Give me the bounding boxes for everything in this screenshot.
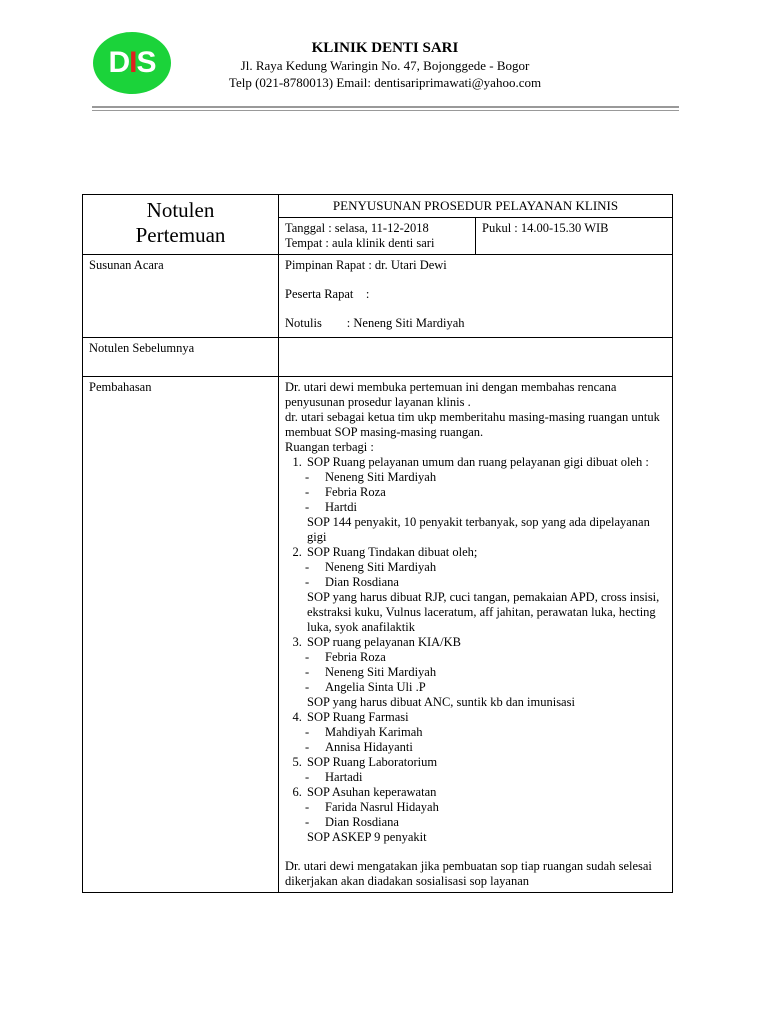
meeting-topic: PENYUSUNAN PROSEDUR PELAYANAN KLINIS — [279, 195, 673, 218]
pembahasan-label: Pembahasan — [83, 376, 279, 892]
discussion-intro-1: Dr. utari dewi membuka pertemuan ini dengan membahas rencana penyusunan prosedur layanan klinis . — [285, 379, 617, 409]
sop-title: 6. SOP Asuhan keperawatan — [307, 784, 437, 799]
clinic-name: KLINIK DENTI SARI — [311, 40, 459, 56]
sop-item — [305, 545, 666, 635]
sop-member: - Hartdi — [325, 500, 666, 515]
clinic-address: Jl. Raya Kedung Waringin No. 47, Bojonggede - Bogor — [240, 58, 530, 73]
sop-note: SOP ASKEP 9 penyakit — [307, 829, 427, 844]
sop-members — [307, 800, 666, 830]
sop-member: - Annisa Hidayanti — [325, 740, 666, 755]
sop-title: 1. SOP Ruang pelayanan umum dan ruang pelayanan gigi dibuat oleh : — [307, 454, 649, 469]
sop-member: - Dian Rosdiana — [325, 575, 666, 590]
header-rule-thin — [92, 110, 679, 111]
sop-item — [305, 455, 666, 545]
clinic-logo — [93, 32, 171, 94]
sop-member: - Hartadi — [325, 770, 666, 785]
date-place-cell — [279, 217, 476, 254]
sebelumnya-row — [83, 337, 673, 376]
susunan-acara-content — [279, 254, 673, 337]
sop-member: - Neneng Siti Mardiyah — [325, 560, 666, 575]
sop-member: - Neneng Siti Mardiyah — [325, 470, 666, 485]
logo-letter-i: I — [129, 46, 137, 79]
discussion-closing: Dr. utari dewi mengatakan jika pembuatan sop tiap ruangan sudah selesai dikerjakan akan diadakan sosialisasi sop layanan — [285, 858, 652, 888]
discussion-intro-2: dr. utari sebagai ketua tim ukp memberitahu masing-masing ruangan untuk membuat SOP masing-masing ruangan. — [285, 409, 660, 439]
notulen-sebelumnya-label: Notulen Sebelumnya — [83, 337, 279, 376]
sop-item — [305, 635, 666, 710]
logo-text — [108, 48, 155, 78]
sop-note: SOP yang harus dibuat RJP, cuci tangan, pemakaian APD, cross insisi, ekstraksi kuku, Vulnus laceratum, aff jahitan, perawatan luka, hecting luka, syok anafilaktik — [307, 589, 660, 634]
sop-title: 3. SOP ruang pelayanan KIA/KB — [307, 634, 462, 649]
notulen-title — [83, 195, 279, 255]
sop-members — [307, 770, 666, 785]
sop-item — [305, 785, 666, 845]
title-line-1: Notulen — [146, 198, 215, 222]
pembahasan-content — [279, 376, 673, 892]
sop-member: - Neneng Siti Mardiyah — [325, 665, 666, 680]
sop-title: 2. SOP Ruang Tindakan dibuat oleh; — [307, 544, 478, 559]
discussion-intro-3: Ruangan terbagi : — [285, 439, 374, 454]
logo-letter-s: S — [136, 46, 156, 79]
meeting-date: Tanggal : selasa, 11-12-2018 — [285, 220, 429, 235]
title-row — [83, 195, 673, 218]
susunan-row — [83, 254, 673, 337]
notulen-sebelumnya-content — [279, 337, 673, 376]
sop-note: SOP yang harus dibuat ANC, suntik kb dan imunisasi — [307, 694, 575, 709]
sop-member: - Mahdiyah Karimah — [325, 725, 666, 740]
sop-note: SOP 144 penyakit, 10 penyakit terbanyak, sop yang ada dipelayanan gigi — [307, 514, 650, 544]
title-line-2: Pertemuan — [135, 223, 226, 248]
susunan-acara-label: Susunan Acara — [83, 254, 279, 337]
sop-members — [307, 725, 666, 755]
sop-item — [305, 755, 666, 785]
logo-letter-d: D — [108, 46, 130, 79]
sop-member: - Febria Roza — [325, 650, 666, 665]
meeting-leader: Pimpinan Rapat : dr. Utari Dewi — [285, 257, 447, 272]
meeting-note-taker: Notulis : Neneng Siti Mardiyah — [285, 315, 465, 330]
sop-members — [307, 650, 666, 695]
sop-member: - Dian Rosdiana — [325, 815, 666, 830]
sop-members — [307, 470, 666, 515]
sop-members — [307, 560, 666, 590]
sop-member: - Farida Nasrul Hidayah — [325, 800, 666, 815]
sop-item — [305, 710, 666, 755]
sop-title: 4. SOP Ruang Farmasi — [307, 709, 409, 724]
sop-title: 5. SOP Ruang Laboratorium — [307, 754, 438, 769]
sop-member: - Angelia Sinta Uli .P — [325, 680, 666, 695]
meeting-time: Pukul : 14.00-15.30 WIB — [476, 217, 673, 254]
header-rule — [92, 106, 679, 108]
notulen-table — [82, 194, 673, 893]
sop-member: - Febria Roza — [325, 485, 666, 500]
clinic-contact: Telp (021-8780013) Email: dentisariprimawati@yahoo.com — [228, 75, 542, 90]
pembahasan-row — [83, 376, 673, 892]
meeting-participants: Peserta Rapat : — [285, 286, 370, 301]
sop-list — [285, 455, 666, 845]
meeting-place: Tempat : aula klinik denti sari — [285, 235, 435, 250]
